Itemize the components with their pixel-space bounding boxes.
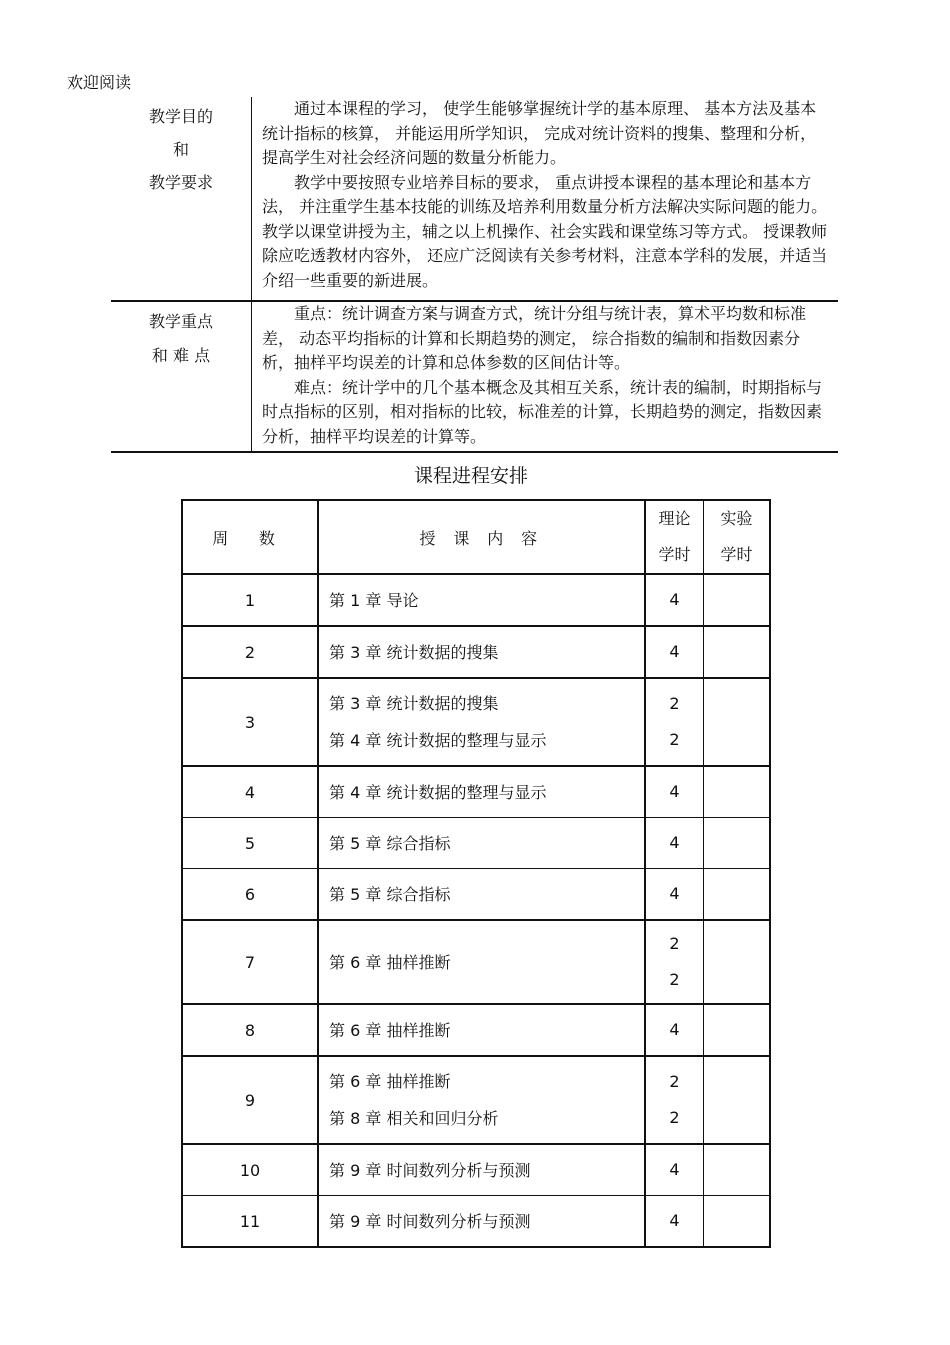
week-number: 2 — [182, 626, 318, 678]
lab-hours — [704, 626, 771, 678]
theory-hours-value: 4 — [669, 782, 680, 801]
lesson-content — [318, 1144, 645, 1196]
lesson-content — [318, 1196, 645, 1248]
schedule-row — [182, 1004, 770, 1056]
lesson-chapter: 第 4 章 统计数据的整理与显示 — [329, 731, 547, 750]
week-number: 4 — [182, 766, 318, 818]
teaching-info-table — [111, 97, 838, 453]
week-number: 3 — [182, 678, 318, 766]
theory-hours — [645, 766, 704, 818]
lesson-content — [318, 869, 645, 921]
lesson-content — [318, 678, 645, 766]
header-note: 欢迎阅读 — [67, 73, 132, 92]
schedule-row — [182, 626, 770, 678]
schedule-title: 课程进程安排 — [413, 465, 528, 487]
schedule-row — [182, 1056, 770, 1144]
theory-hours — [645, 818, 704, 869]
header-content: 授 课 内 容 — [318, 500, 645, 574]
lesson-chapter: 第 5 章 综合指标 — [329, 833, 451, 853]
theory-hours-value: 4 — [669, 1160, 680, 1179]
theory-hours-value: 2 — [669, 1072, 680, 1091]
lesson-content — [318, 626, 645, 678]
key-points-label: 教学重点 和 难 点 — [111, 301, 252, 452]
theory-hours-value: 4 — [669, 884, 680, 903]
lesson-chapter: 第 5 章 综合指标 — [329, 884, 451, 904]
objectives-row — [111, 97, 838, 301]
theory-hours — [645, 1004, 704, 1056]
lesson-chapter: 第 3 章 统计数据的搜集 — [329, 642, 499, 662]
lesson-chapter: 第 1 章 导论 — [329, 590, 419, 610]
lesson-chapter: 第 8 章 相关和回归分析 — [329, 1109, 499, 1128]
theory-hours — [645, 1056, 704, 1144]
lesson-content — [318, 920, 645, 1004]
lab-hours — [704, 869, 771, 921]
lesson-chapter: 第 6 章 抽样推断 — [329, 952, 451, 972]
theory-hours — [645, 678, 704, 766]
header-lab: 实验 学时 — [704, 500, 771, 574]
header-theory: 理论 学时 — [645, 500, 704, 574]
lesson-content — [318, 1004, 645, 1056]
lesson-content — [318, 574, 645, 626]
schedule-row — [182, 678, 770, 766]
lesson-chapter: 第 9 章 时间数列分析与预测 — [329, 1211, 531, 1231]
lab-hours — [704, 1004, 771, 1056]
schedule-row — [182, 574, 770, 626]
schedule-body — [182, 574, 770, 1247]
theory-hours-value: 2 — [669, 694, 680, 713]
key-points-text: 重点：统计调查方案与调查方式，统计分组与统计表，算术平均数和标准差， 动态平均指标的计算和长期趋势的测定， 综合指数的编制和指数因素分析，抽样平均误差的计算和总体参数的区间估计等。 难点：统计学中的几个基本概念及其相互关系，统计表的编制，时期指标与时点指标的区别，相对指标的比较，标准差的计算，长期趋势的测定，指数因素分析，抽样平均误差的计算等。 — [252, 301, 839, 452]
lesson-content — [318, 1056, 645, 1144]
theory-hours-value: 2 — [669, 970, 680, 989]
theory-hours — [645, 574, 704, 626]
schedule-row — [182, 1144, 770, 1196]
theory-hours-value: 4 — [669, 642, 680, 661]
lesson-chapter: 第 3 章 统计数据的搜集 — [329, 694, 499, 713]
lesson-chapter: 第 9 章 时间数列分析与预测 — [329, 1160, 531, 1180]
theory-hours-value: 4 — [669, 833, 680, 852]
schedule-row — [182, 869, 770, 921]
lab-hours — [704, 1144, 771, 1196]
lab-hours — [704, 1196, 771, 1248]
schedule-header-row — [182, 500, 770, 574]
theory-hours — [645, 1196, 704, 1248]
lesson-chapter: 第 6 章 抽样推断 — [329, 1072, 451, 1091]
week-number: 5 — [182, 818, 318, 869]
lab-hours — [704, 574, 771, 626]
week-number: 6 — [182, 869, 318, 921]
header-week: 周 数 — [182, 500, 318, 574]
theory-hours-value: 4 — [669, 1020, 680, 1039]
schedule-row — [182, 1196, 770, 1248]
week-number: 1 — [182, 574, 318, 626]
key-points-row — [111, 301, 838, 452]
week-number: 8 — [182, 1004, 318, 1056]
lab-hours — [704, 818, 771, 869]
week-number: 11 — [182, 1196, 318, 1248]
lab-hours — [704, 678, 771, 766]
lesson-content — [318, 766, 645, 818]
theory-hours-value: 2 — [669, 730, 680, 749]
week-number: 7 — [182, 920, 318, 1004]
schedule-row — [182, 818, 770, 869]
lab-hours — [704, 1056, 771, 1144]
schedule-row — [182, 920, 770, 1004]
theory-hours-value: 4 — [669, 590, 680, 609]
theory-hours — [645, 869, 704, 921]
theory-hours — [645, 626, 704, 678]
lab-hours — [704, 766, 771, 818]
lab-hours — [704, 920, 771, 1004]
schedule-row — [182, 766, 770, 818]
theory-hours — [645, 920, 704, 1004]
theory-hours — [645, 1144, 704, 1196]
week-number: 10 — [182, 1144, 318, 1196]
objectives-label: 教学目的 和 教学要求 — [111, 97, 252, 301]
lesson-chapter: 第 4 章 统计数据的整理与显示 — [329, 782, 547, 802]
theory-hours-value: 4 — [669, 1211, 680, 1230]
theory-hours-value: 2 — [669, 934, 680, 953]
theory-hours-value: 2 — [669, 1108, 680, 1127]
lesson-chapter: 第 6 章 抽样推断 — [329, 1020, 451, 1040]
schedule-table — [181, 499, 771, 1248]
objectives-text: 通过本课程的学习， 使学生能够掌握统计学的基本原理、 基本方法及基本统计指标的核算， 并能运用所学知识， 完成对统计资料的搜集、整理和分析，提高学生对社会经济问题的数量分析能力。 教学中要按照专业培养目标的要求， 重点讲授本课程的基本理论和基本方法， 并注重学生基本技能的训练及培养利用数量分析方法解决实际问题的能力。教学以课堂讲授为主，辅之以上机操作、社会实践和课堂练习等方式。 授课教师除应吃透教材内容外， 还应广泛阅读有关参考材料，注意本学科的发展，并适当介绍一些重要的新进展。 — [252, 97, 839, 301]
lesson-content — [318, 818, 645, 869]
week-number: 9 — [182, 1056, 318, 1144]
